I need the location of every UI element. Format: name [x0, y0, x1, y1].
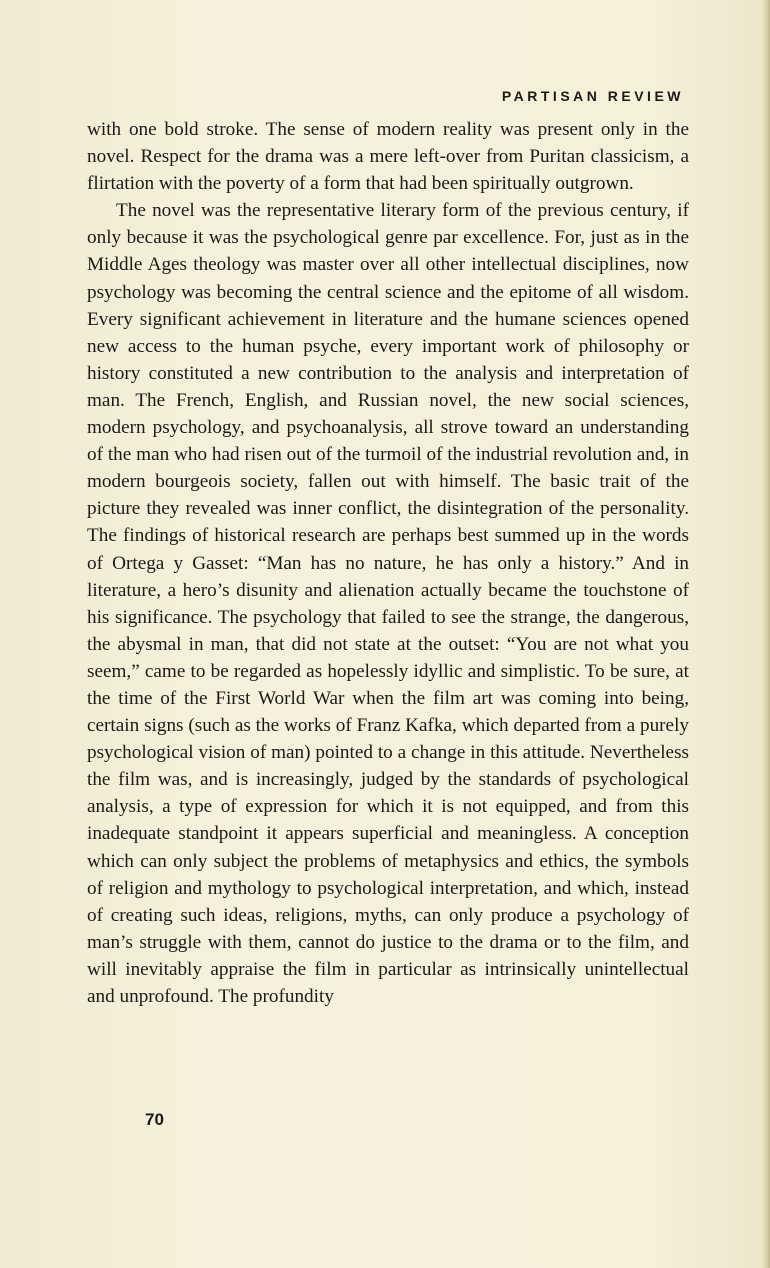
- paragraph-continued: with one bold stroke. The sense of modern reality was present only in the novel. Respect for the drama was a mere left-over from Puritan classicism, a flirtation with the poverty of a form that had been spiritually outgrown.: [87, 119, 689, 195]
- page-number: 70: [145, 1110, 164, 1129]
- page-edge-shadow: [762, 0, 770, 1268]
- body-text: [87, 116, 689, 1010]
- paragraph: The novel was the representative literary form of the previous century, if only because it was the psychological genre par excellence. For, just as in the Middle Ages theology was master over all other intellectual disciplines, now psychology was becoming the central science and the epitome of all wisdom. Every significant achievement in literature and the humane sciences opened new access to the human psyche, every important work of philosophy or history constituted a new contribution to the analysis and interpretation of man. The French, English, and Russian novel, the new social sciences, modern psychology, and psychoanalysis, all strove toward an understanding of the man who had risen out of the turmoil of the industrial revolution and, in modern bourgeois society, fallen out with himself. The basic trait of the picture they revealed was inner conflict, the disintegration of the personality. The findings of historical research are perhaps best summed up in the words of Ortega y Gasset: “Man has no nature, he has only a history.” And in literature, a hero’s disunity and alienation actually became the touchstone of his significance. The psychology that failed to see the strange, the dangerous, the abysmal in man, that did not state at the outset: “You are not what you seem,” came to be regarded as hopelessly idyllic and simplistic. To be sure, at the time of the First World War when the film art was coming into being, certain signs (such as the works of Franz Kafka, which departed from a purely psychological vision of man) pointed to a change in this attitude. Nevertheless the film was, and is increasingly, judged by the standards of psychological analysis, a type of expression for which it is not equipped, and from this inadequate standpoint it appears superficial and meaningless. A conception which can only subject the problems of metaphysics and ethics, the symbols of religion and mythology to psychological interpretation, and which, instead of creating such ideas, religions, myths, can only produce a psychology of man’s struggle with them, cannot do justice to the drama or to the film, and will inevitably appraise the film in particular as intrinsically unintellectual and unprofound. The profundity: [87, 200, 689, 1007]
- running-head: PARTISAN REVIEW: [501, 88, 684, 104]
